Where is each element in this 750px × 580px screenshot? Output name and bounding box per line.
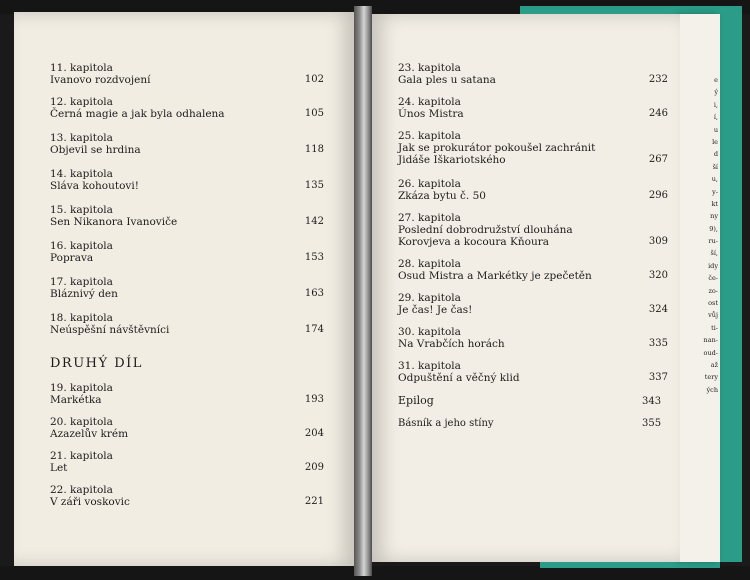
chapter-title-line2: Korovjeva a kocoura Kňoura (398, 236, 549, 248)
chapter-number: 21. kapitola (50, 450, 113, 462)
page-number: 153 (304, 252, 324, 263)
flap-text-fragment: le (712, 137, 718, 146)
epilog-page: 343 (642, 396, 662, 407)
chapter-number: 19. kapitola (50, 382, 113, 394)
chapter-number: 29. kapitola (398, 292, 461, 304)
toc-entry (50, 382, 324, 406)
chapter-number: 24. kapitola (398, 96, 461, 108)
chapter-title: Bláznivý den (50, 288, 118, 300)
chapter-title: Let (50, 462, 68, 474)
page-number: 142 (304, 216, 324, 227)
poem-page: 355 (642, 418, 662, 429)
chapter-number: 25. kapitola (398, 130, 461, 142)
chapter-number: 31. kapitola (398, 360, 461, 372)
chapter-title: Objevil se hrdina (50, 144, 141, 156)
part-heading: DRUHÝ DÍL (50, 356, 143, 371)
chapter-number: 27. kapitola (398, 212, 461, 224)
page-number: 246 (648, 108, 668, 119)
toc-entry (50, 132, 324, 156)
flap-text-fragment: kt (711, 199, 718, 208)
chapter-number: 16. kapitola (50, 240, 113, 252)
page-number: 335 (648, 338, 668, 349)
page-number: 193 (304, 394, 324, 405)
chapter-number: 11. kapitola (50, 62, 113, 74)
chapter-number: 20. kapitola (50, 416, 113, 428)
chapter-number: 14. kapitola (50, 168, 113, 180)
chapter-number: 18. kapitola (50, 312, 113, 324)
toc-entry (50, 484, 324, 508)
poem-title: Básník a jeho stíny (398, 418, 494, 429)
flap-text-fragment: ší, (710, 249, 718, 258)
toc-entry (50, 276, 324, 300)
flap-text-fragment: ý (714, 88, 718, 97)
toc-entry (398, 258, 668, 282)
toc-entry (398, 212, 668, 248)
chapter-title: Gala ples u satana (398, 74, 496, 86)
toc-entry (398, 326, 668, 350)
chapter-title: Černá magie a jak byla odhalena (50, 108, 225, 120)
toc-entry (398, 178, 668, 202)
flap-text-fragment: í, (713, 113, 718, 122)
flap-text-fragment: 9), (709, 224, 718, 233)
page-number: 232 (648, 74, 668, 85)
flap-text-fragment: i, (713, 100, 718, 109)
toc-entry (50, 62, 324, 86)
page-number: 105 (304, 108, 324, 119)
page-number: 135 (304, 180, 324, 191)
dust-jacket-flap (680, 14, 720, 562)
chapter-title: Poslední dobrodružství dlouhána (398, 224, 573, 236)
page-number: 296 (648, 190, 668, 201)
chapter-title: Poprava (50, 252, 94, 264)
chapter-title: Azazelův krém (50, 428, 129, 440)
toc-entry (398, 292, 668, 316)
page-number: 163 (304, 288, 324, 299)
chapter-title: Sláva kohoutovi! (50, 180, 139, 192)
toc-entry (50, 96, 324, 120)
chapter-number: 15. kapitola (50, 204, 113, 216)
toc-entry (50, 312, 324, 336)
flap-text-fragment: e (714, 76, 718, 84)
chapter-number: 22. kapitola (50, 484, 113, 496)
page-number: 267 (648, 154, 668, 165)
flap-text-fragment: u, (711, 175, 718, 184)
chapter-number: 30. kapitola (398, 326, 461, 338)
page-number: 102 (304, 74, 324, 85)
chapter-title: Je čas! Je čas! (398, 304, 473, 316)
flap-text-fragment: vůj (708, 311, 718, 320)
page-number: 221 (304, 496, 324, 507)
chapter-title: V záři voskovic (50, 496, 130, 508)
toc-entry (398, 96, 668, 120)
chapter-number: 12. kapitola (50, 96, 113, 108)
chapter-title: Sen Nikanora Ivanoviče (50, 216, 178, 228)
chapter-number: 13. kapitola (50, 132, 113, 144)
flap-text (686, 74, 718, 396)
flap-text-fragment: u (713, 125, 718, 134)
flap-text-fragment: ru- (708, 237, 718, 246)
toc-entry (50, 416, 324, 440)
toc-entry (50, 168, 324, 192)
flap-text-fragment: zo- (708, 286, 718, 295)
flap-text-fragment: idy (708, 261, 718, 270)
toc-entry (50, 240, 324, 264)
epilog-title: Epilog (398, 394, 434, 407)
page-number: 324 (648, 304, 668, 315)
book-spine (354, 6, 372, 576)
chapter-number: 28. kapitola (398, 258, 461, 270)
chapter-title: Odpuštění a věčný klid (398, 372, 520, 384)
chapter-title-line2: Jidáše Iškariotského (398, 154, 506, 166)
flap-text-fragment: ny (710, 212, 718, 221)
chapter-title: Neúspěšní návštěvníci (50, 324, 170, 336)
chapter-title: Na Vrabčích horách (398, 338, 505, 350)
flap-text-fragment: d (713, 150, 718, 159)
page-number: 309 (648, 236, 668, 247)
chapter-title: Osud Mistra a Markétky je zpečetěn (398, 270, 592, 282)
flap-text-fragment: tery (704, 373, 718, 382)
toc-entry (50, 450, 324, 474)
toc-entry (398, 62, 668, 86)
page-number: 174 (304, 324, 324, 335)
flap-text-fragment: oud- (703, 348, 718, 357)
background-bottom (0, 566, 750, 580)
chapter-title: Ivanovo rozdvojení (50, 74, 151, 86)
flap-text-fragment: če- (708, 274, 718, 283)
toc-entry (398, 360, 668, 384)
flap-text-fragment: y- (712, 187, 718, 196)
flap-text-fragment: ých (706, 385, 718, 394)
chapter-number: 23. kapitola (398, 62, 461, 74)
toc-entry (398, 130, 668, 166)
page-number: 118 (304, 144, 324, 155)
chapter-title: Únos Mistra (398, 108, 464, 120)
page-number: 204 (304, 428, 324, 439)
flap-text-fragment: ší (712, 162, 718, 171)
chapter-title: Zkáza bytu č. 50 (398, 190, 486, 202)
chapter-title: Jak se prokurátor pokoušel zachránit (398, 142, 596, 154)
flap-text-fragment: ost (708, 299, 718, 308)
flap-text-fragment: až (710, 360, 718, 369)
page-number: 320 (648, 270, 668, 281)
chapter-title: Markétka (50, 394, 102, 406)
chapter-number: 17. kapitola (50, 276, 113, 288)
toc-entry (50, 204, 324, 228)
flap-text-fragment: ti- (711, 323, 718, 332)
page-number: 209 (304, 462, 324, 473)
flap-text-fragment: nan- (703, 336, 718, 345)
page-number: 337 (648, 372, 668, 383)
chapter-number: 26. kapitola (398, 178, 461, 190)
